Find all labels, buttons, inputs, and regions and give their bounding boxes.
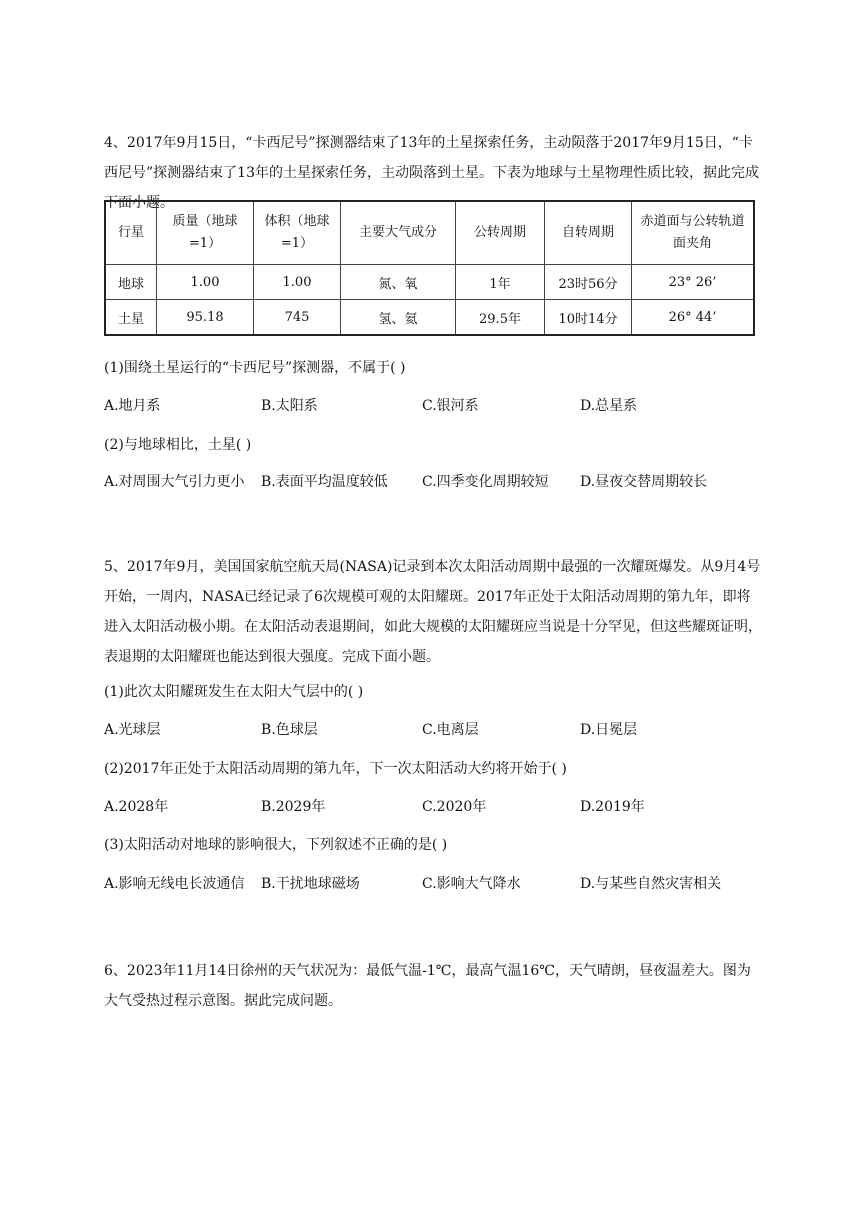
option-c[interactable]: C.电离层 [422, 722, 479, 738]
table-row [105, 265, 754, 300]
table-cell: 土星 [105, 300, 157, 336]
table-header-cell: 公转周期 [456, 201, 545, 265]
table-header-cell: 质量（地球=1） [157, 201, 254, 265]
table-cell: 23时56分 [545, 265, 632, 300]
q5-sub2-stem: (2)2017年正处于太阳活动周期的第九年，下一次太阳活动大约将开始于( ) [104, 761, 567, 777]
option-b[interactable]: B.2029年 [261, 799, 326, 815]
option-c[interactable]: C.四季变化周期较短 [422, 474, 549, 490]
option-a[interactable]: A.地月系 [104, 398, 161, 414]
option-d[interactable]: D.日冕层 [580, 722, 638, 738]
table-cell: 1.00 [254, 265, 341, 300]
table-cell: 10时14分 [545, 300, 632, 336]
table-row [105, 300, 754, 336]
q6-intro: 6、2023年11月14日徐州的天气状况为：最低气温-1℃，最高气温16℃，天气晴朗，昼夜温差大。图为大气受热过程示意图。据此完成问题。 [104, 963, 751, 1009]
table-header-cell: 体积（地球=1） [254, 201, 341, 265]
option-b[interactable]: B.色球层 [261, 722, 318, 738]
option-b[interactable]: B.太阳系 [261, 398, 318, 414]
table-cell: 29.5年 [456, 300, 545, 336]
table-cell: 23° 26’ [632, 265, 755, 300]
table-cell: 氮、氧 [341, 265, 456, 300]
table-cell: 1年 [456, 265, 545, 300]
table-header-cell: 主要大气成分 [341, 201, 456, 265]
table-cell: 745 [254, 300, 341, 336]
planet-comparison-table [104, 200, 755, 336]
table-header-row [105, 201, 754, 265]
table-header-cell: 行星 [105, 201, 157, 265]
q4-sub1-stem: (1)围绕土星运行的“卡西尼号”探测器，不属于( ) [104, 360, 406, 376]
table-cell: 26° 44’ [632, 300, 755, 336]
option-a[interactable]: A.光球层 [104, 722, 161, 738]
table-header-cell: 自转周期 [545, 201, 632, 265]
table-cell: 95.18 [157, 300, 254, 336]
option-d[interactable]: D.与某些自然灾害相关 [580, 876, 722, 892]
table-header-cell: 赤道面与公转轨道面夹角 [632, 201, 755, 265]
option-a[interactable]: A.2028年 [104, 799, 169, 815]
option-d[interactable]: D.昼夜交替周期较长 [580, 474, 708, 490]
option-c[interactable]: C.银河系 [422, 398, 479, 414]
q5-sub1-stem: (1)此次太阳耀斑发生在太阳大气层中的( ) [104, 684, 364, 700]
option-b[interactable]: B.干扰地球磁场 [261, 876, 360, 892]
q4-intro: 4、2017年9月15日，“卡西尼号”探测器结束了13年的土星探索任务，主动陨落于2017年9月15日，“卡西尼号”探测器结束了13年的土星探索任务，主动陨落到土星。下表为地球与土星物理性质比较，据此完成下面小题。 [104, 135, 759, 211]
option-a[interactable]: A.对周围大气引力更小 [104, 474, 245, 490]
table-cell: 氢、氦 [341, 300, 456, 336]
option-d[interactable]: D.2019年 [580, 799, 645, 815]
q4-sub2-stem: (2)与地球相比，土星( ) [104, 437, 252, 453]
option-d[interactable]: D.总星系 [580, 398, 638, 414]
option-a[interactable]: A.影响无线电长波通信 [104, 876, 245, 892]
table-cell: 地球 [105, 265, 157, 300]
q5-intro: 5、2017年9月，美国国家航空航天局(NASA)记录到本次太阳活动周期中最强的一次耀斑爆发。从9月4号开始，一周内，NASA已经记录了6次规模可观的太阳耀斑。2017年正处于太阳活动周期的第九年，即将进入太阳活动极小期。在太阳活动表退期间，如此大规模的太阳耀斑应当说是十分罕见，但这些耀斑证明，表退期的太阳耀斑也能达到很大强度。完成下面小题。 [104, 559, 762, 665]
option-c[interactable]: C.影响大气降水 [422, 876, 521, 892]
option-b[interactable]: B.表面平均温度较低 [261, 474, 388, 490]
q5-sub3-stem: (3)太阳活动对地球的影响很大，下列叙述不正确的是( ) [104, 837, 448, 853]
option-c[interactable]: C.2020年 [422, 799, 487, 815]
table-cell: 1.00 [157, 265, 254, 300]
